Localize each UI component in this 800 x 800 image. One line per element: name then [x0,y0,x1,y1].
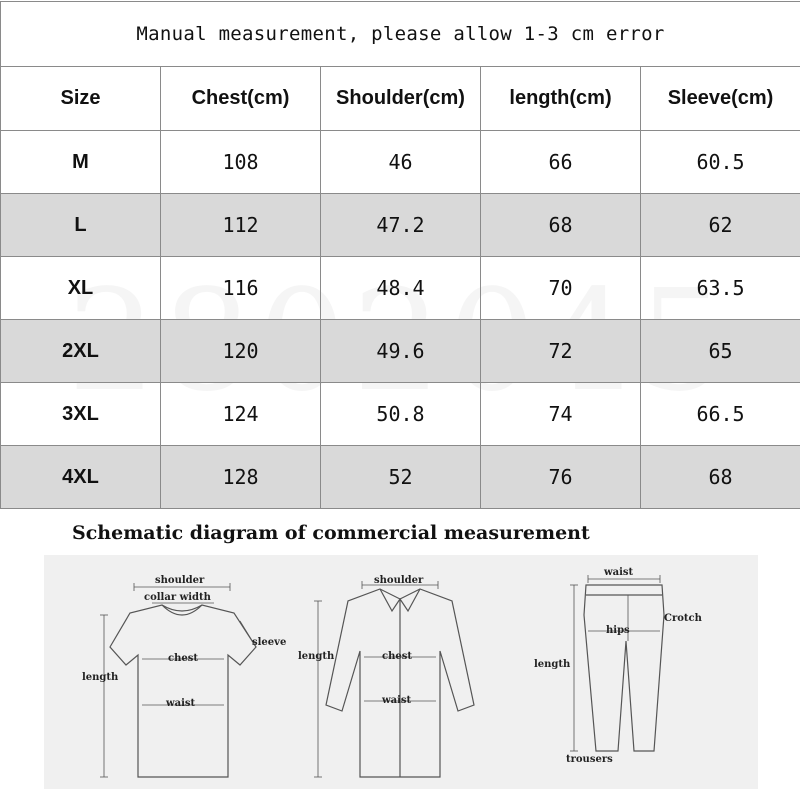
sleeve-cell: 65 [641,320,800,383]
tshirt-waist-label: waist [166,698,196,709]
tshirt-length-label: length [82,672,119,683]
length-cell: 68 [481,194,641,257]
chest-cell: 116 [161,257,321,320]
size-cell: M [1,131,161,194]
table-row [1,320,800,383]
length-cell: 72 [481,320,641,383]
shoulder-cell: 52 [321,446,481,509]
trousers-hips-label: hips [606,625,630,636]
length-cell: 70 [481,257,641,320]
table-row [1,131,800,194]
sleeve-cell: 63.5 [641,257,800,320]
trousers-outline [584,585,664,751]
chest-cell: 128 [161,446,321,509]
shirt-diagram [298,575,474,777]
size-chart-table [0,1,800,509]
caption-row [1,2,800,67]
length-cell: 66 [481,131,641,194]
diagram-title: Schematic diagram of commercial measurement [72,522,590,544]
trousers-caption: trousers [566,754,613,765]
sleeve-cell: 60.5 [641,131,800,194]
header-length: length(cm) [481,67,641,131]
measurement-diagram-panel [44,555,758,789]
shirt-waist-label: waist [382,695,412,706]
size-cell: 2XL [1,320,161,383]
measurement-diagram [44,555,758,789]
header-sleeve: Sleeve(cm) [641,67,800,131]
header-chest: Chest(cm) [161,67,321,131]
tshirt-chest-label: chest [168,653,198,664]
trousers-length-label: length [534,659,571,670]
header-row [1,67,800,131]
tshirt-collar-label: collar width [144,592,211,603]
trousers-diagram [534,567,703,765]
shoulder-cell: 49.6 [321,320,481,383]
header-shoulder: Shoulder(cm) [321,67,481,131]
size-cell: 4XL [1,446,161,509]
size-cell: XL [1,257,161,320]
shirt-length-label: length [298,651,335,662]
chest-cell: 112 [161,194,321,257]
chest-cell: 108 [161,131,321,194]
table-row [1,383,800,446]
tshirt-shoulder-label: shoulder [155,575,205,586]
shirt-shoulder-label: shoulder [374,575,424,586]
shoulder-cell: 48.4 [321,257,481,320]
length-cell: 76 [481,446,641,509]
table-row [1,446,800,509]
trousers-crotch-label: Crotch [664,613,702,624]
sleeve-cell: 66.5 [641,383,800,446]
chest-cell: 124 [161,383,321,446]
length-cell: 74 [481,383,641,446]
shirt-chest-label: chest [382,651,412,662]
tshirt-sleeve-label: sleeve [252,637,287,648]
sleeve-cell: 62 [641,194,800,257]
table-caption: Manual measurement, please allow 1-3 cm error [1,2,800,67]
trousers-waist-label: waist [604,567,634,578]
table-row [1,194,800,257]
size-cell: L [1,194,161,257]
shoulder-cell: 47.2 [321,194,481,257]
sleeve-cell: 68 [641,446,800,509]
size-cell: 3XL [1,383,161,446]
tshirt-outline [110,605,256,777]
header-size: Size [1,67,161,131]
shoulder-cell: 46 [321,131,481,194]
chest-cell: 120 [161,320,321,383]
tshirt-diagram [82,575,286,777]
shoulder-cell: 50.8 [321,383,481,446]
table-row [1,257,800,320]
